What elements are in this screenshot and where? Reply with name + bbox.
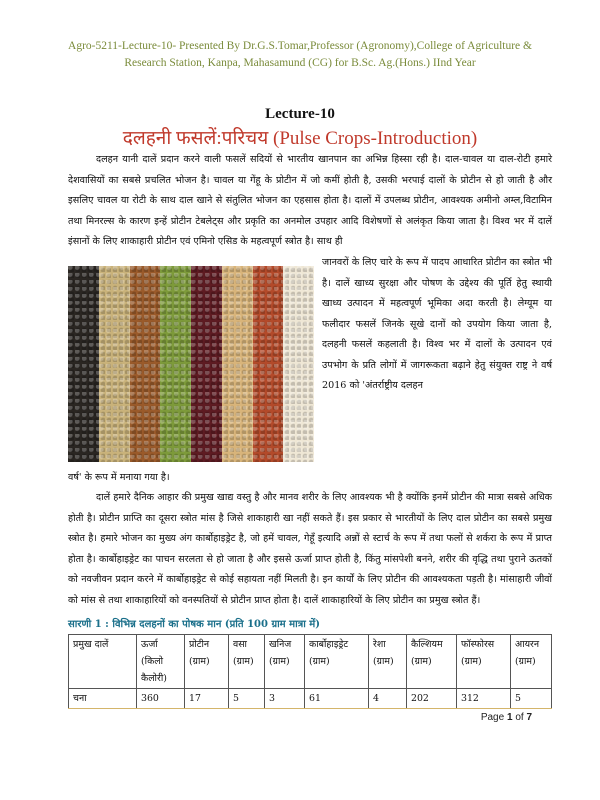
table-cell: 3 <box>265 689 305 709</box>
col-header: फॉस्फोरस (ग्राम) <box>457 635 511 689</box>
table-cell: 4 <box>369 689 407 709</box>
page-number: 1 <box>506 712 513 723</box>
col-header: खनिज (ग्राम) <box>265 635 305 689</box>
table-header-row <box>69 635 552 689</box>
page-word: Page <box>480 712 505 723</box>
pulse-strip <box>191 266 222 462</box>
lecture-number: Lecture-10 <box>265 106 335 122</box>
table-caption: सारणी 1 : विभिन्न दलहनों का पोषक मान (प्रति 100 ग्राम मात्रा में) <box>68 619 321 630</box>
table-cell: 202 <box>407 689 457 709</box>
header-line-2: Research Station, Kanpa, Mahasamund (CG) for B.Sc. Ag.(Hons.) IInd Year <box>124 57 476 69</box>
continued-line: वर्ष' के रूप में मनाया गया है। <box>68 472 170 483</box>
body-paragraph: दालें हमारे दैनिक आहार की प्रमुख खाद्य वस्तु है और मानव शरीर के लिए आवश्यक भी है क्योंकि इनमें प्रोटीन की मात्रा सबसे अधिक होती है। प्रोटीन प्राप्ति का दूसरा स्त्रोत मांस है जिसे शाकाहारी खा नहीं सकते हैं। इस प्रकार से भारतीयों के लिए दाल प्रोटीन का सबसे प्रमुख स्त्रोत है। हमारे भोजन का मुख्य अंग कार्बोहाइड्रेट है, जो हमें चावल, गेहूँ इत्यादि अन्नों से स्टार्च के रूप में तथा फलों से शर्करा के रूप में प्राप्त होता है। कार्बोहाइड्रेट का पाचन सरलता से हो जाता है और इससे ऊर्जा प्राप्त होती है, किंतु मांसपेशी बनने, शरीर की वृद्धि तथा पुराने ऊतकों को नवजीवन प्रदान करने में कार्बोहाइड्रेट से कोई सहायता नहीं मिलती है। इन कार्यों के लिए प्रोटीन की आवश्यकता पड़ती है। मांसाहारी जीवों को मांस से तथा शाकाहारियों को वनस्पतियों से प्रोटीन प्राप्त होता है। दालें शाकाहारियों के लिए प्रोटीन का प्रमुख स्त्रोत हैं। <box>68 492 552 606</box>
pulse-strip <box>130 266 161 462</box>
col-header: ऊर्जा (किलो कैलोरी) <box>137 635 185 689</box>
table-cell: 312 <box>457 689 511 709</box>
lecture-title: दलहनी फसलें:परिचय (Pulse Crops-Introduction) <box>122 128 478 149</box>
col-header: प्रमुख दालें <box>69 635 137 689</box>
pulse-strip <box>68 266 99 462</box>
table-cell: 5 <box>511 689 552 709</box>
pulse-strip <box>222 266 253 462</box>
side-paragraph: जानवरों के लिए चारे के रूप में पादप आधारित प्रोटीन का स्त्रोत भी है। दालें खाध्य सुरक्षा और पोषण के उद्देश्य की पूर्ति हेतु स्थायी खाध्य उत्पादन में महत्वपूर्ण भूमिका अदा करती है। लेग्यूम या फलीदार फसलें जिनके सूखे दानों को उपयोग किया जाता है, दलहनी फसलें कहलाती है। विश्व भर में दालों के उत्पादन एवं उपभोग के प्रति लोगों में जागरूकता बढ़ाने हेतु संयुक्त राष्ट्र ने वर्ष 2016 को 'अंतर्राष्ट्रीय दलहन <box>322 257 552 391</box>
header-line-1: Agro-5211-Lecture-10- Presented By Dr.G.S.Tomar,Professor (Agronomy),College of Agriculture & <box>68 40 532 52</box>
col-header: आयरन (ग्राम) <box>511 635 552 689</box>
page-footer <box>481 712 532 723</box>
table-cell: चना <box>69 689 137 709</box>
page-total: 7 <box>526 712 532 723</box>
table-cell: 17 <box>185 689 229 709</box>
nutrition-table <box>68 634 552 709</box>
pulses-photo <box>68 266 314 462</box>
col-header: कैल्शियम (ग्राम) <box>407 635 457 689</box>
pulse-strip <box>253 266 284 462</box>
table-row <box>69 689 552 709</box>
pulse-strip <box>160 266 191 462</box>
col-header: रेशा (ग्राम) <box>369 635 407 689</box>
col-header: कार्बोहाइड्रेट (ग्राम) <box>305 635 369 689</box>
col-header: प्रोटीन (ग्राम) <box>185 635 229 689</box>
page-header <box>20 38 580 72</box>
table-cell: 360 <box>137 689 185 709</box>
col-header: वसा (ग्राम) <box>229 635 265 689</box>
intro-paragraph: दलहन यानी दालें प्रदान करने वाली फसलें सदियों से भारतीय खानपान का अभिन्न हिस्सा रही है। दाल-चावल या दाल-रोटी हमारे देशवासियों का सबसे प्रचलित भोजन है। चावल या गेंहू के प्रोटीन में जो कमीं होती है, उसकी भरपाई दालों के प्रोटीन से हो जाती है और इसलिए चावल या रोटी के साथ दाल खाने से संतुलित भोजन का एहसास होता है। दालों में उपलब्ध प्रोटीन, आवश्यक अमीनो अम्ल,विटामिन तथा मिनरल्स के कारण इन्हें प्रोटीन टेबलेट्स और प्रकृति का अनमोल उपहार आदि विशेषणों से अलंकृत किया जाता है। विश्व भर में दालें इंसानों के लिए शाकाहारी प्रोटीन एवं एमिनो एसिड के महत्वपूर्ण स्त्रोत है। साथ ही <box>68 154 552 247</box>
table-cell: 5 <box>229 689 265 709</box>
of-word: of <box>515 712 524 723</box>
pulse-strip <box>99 266 130 462</box>
table-cell: 61 <box>305 689 369 709</box>
footer-divider <box>68 708 552 709</box>
pulse-strip <box>283 266 314 462</box>
